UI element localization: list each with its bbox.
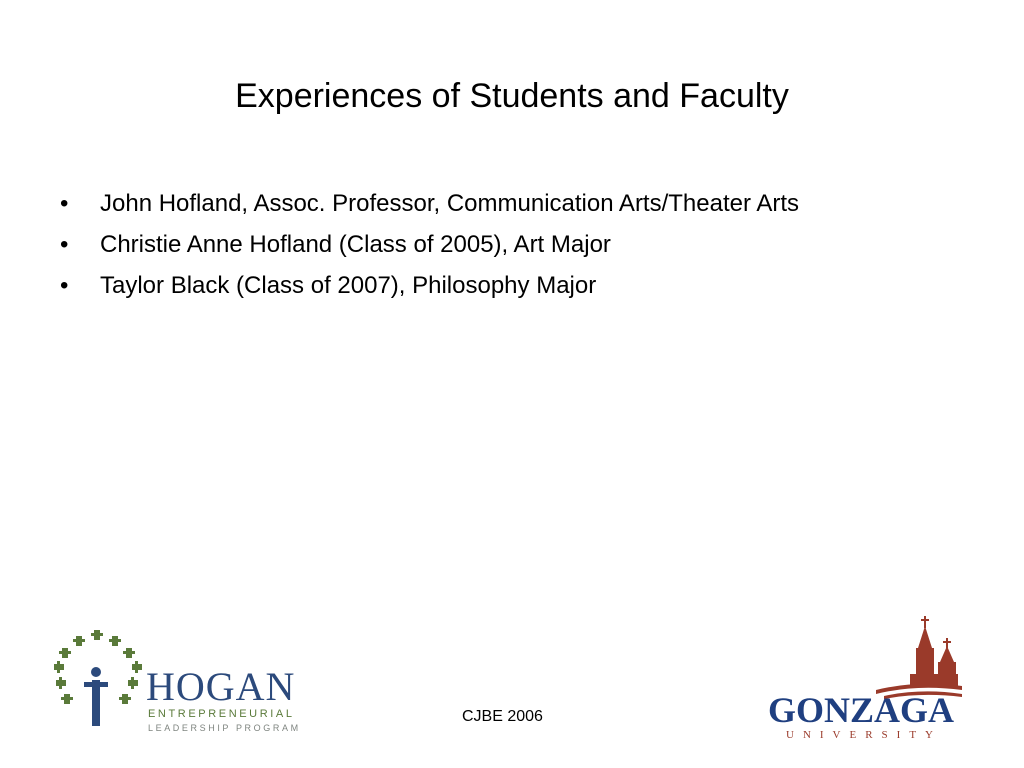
bullet-text: Taylor Black (Class of 2007), Philosophy Major <box>100 272 597 299</box>
church-spires-icon <box>876 616 962 699</box>
bullet-item <box>60 183 1000 224</box>
hogan-logo <box>48 628 328 736</box>
gonzaga-logo-sub: UNIVERSITY <box>786 729 942 741</box>
bullet-item <box>60 224 1000 265</box>
hogan-logo-line1: ENTREPRENEURIAL <box>148 708 295 720</box>
bullet-dot: • <box>60 272 69 299</box>
bullet-item <box>60 265 1000 306</box>
hogan-logo-name: HOGAN <box>146 664 296 709</box>
slide-title: Experiences of Students and Faculty <box>235 77 789 115</box>
hogan-people-ring-icon <box>54 630 142 726</box>
gonzaga-logo <box>766 614 966 742</box>
gonzaga-logo-name: GONZAGA <box>768 690 955 730</box>
bullet-text: John Hofland, Assoc. Professor, Communication Arts/Theater Arts <box>100 190 799 217</box>
bullet-dot: • <box>60 231 69 258</box>
bullet-list <box>60 183 1000 306</box>
bullet-dot: • <box>60 190 69 217</box>
hogan-logo-line2: LEADERSHIP PROGRAM <box>148 723 301 733</box>
slide-footer: CJBE 2006 <box>462 708 543 725</box>
bullet-text: Christie Anne Hofland (Class of 2005), Art Major <box>100 231 611 258</box>
